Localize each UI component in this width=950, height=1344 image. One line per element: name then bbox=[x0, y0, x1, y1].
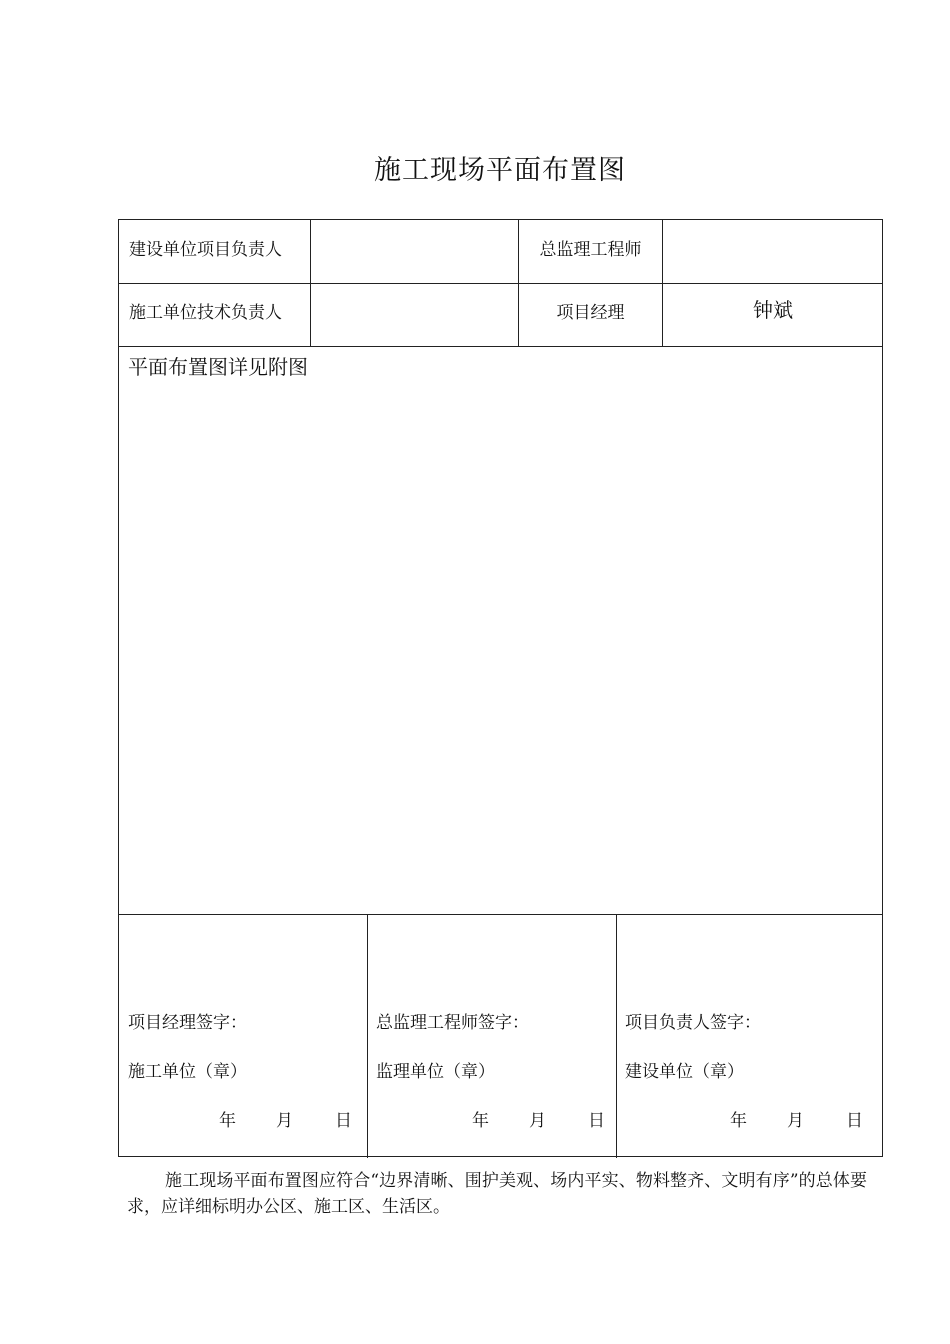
contractor-tech-leader-label: 施工单位技术负责人 bbox=[129, 303, 282, 323]
owner-signature-label: 项目负责人签字： bbox=[625, 1013, 761, 1033]
column-divider bbox=[310, 220, 311, 346]
row-divider bbox=[119, 283, 882, 284]
pm-signature-label: 项目经理签字： bbox=[128, 1013, 247, 1033]
column-divider bbox=[518, 220, 519, 346]
column-divider bbox=[616, 914, 617, 1158]
project-manager-label: 项目经理 bbox=[556, 303, 625, 323]
date-year: 年 bbox=[219, 1111, 236, 1131]
owner-seal-label: 建设单位（章） bbox=[625, 1062, 744, 1082]
chief-supervisor-label: 总监理工程师 bbox=[539, 240, 642, 260]
owner-project-leader-label: 建设单位项目负责人 bbox=[129, 240, 282, 260]
layout-form-table bbox=[118, 219, 883, 1157]
supervisor-signature-label: 总监理工程师签字： bbox=[376, 1013, 529, 1033]
requirements-note: 施工现场平面布置图应符合“边界清晰、围护美观、场内平实、物料整齐、文明有序”的总体要求，应详细标明办公区、施工区、生活区。 bbox=[127, 1171, 867, 1217]
layout-content-text: 平面布置图详见附图 bbox=[128, 355, 308, 379]
date-day: 日 bbox=[588, 1111, 605, 1131]
row-divider bbox=[119, 346, 882, 347]
date-day: 日 bbox=[846, 1111, 863, 1131]
project-manager-value[interactable]: 钟斌 bbox=[753, 298, 793, 322]
row-divider bbox=[119, 914, 882, 915]
date-year: 年 bbox=[472, 1111, 489, 1131]
contractor-seal-label: 施工单位（章） bbox=[128, 1062, 247, 1082]
date-month: 月 bbox=[529, 1111, 546, 1131]
date-day: 日 bbox=[335, 1111, 352, 1131]
date-month: 月 bbox=[787, 1111, 804, 1131]
column-divider bbox=[662, 220, 663, 346]
column-divider bbox=[367, 914, 368, 1158]
supervisor-seal-label: 监理单位（章） bbox=[376, 1062, 495, 1082]
date-year: 年 bbox=[730, 1111, 747, 1131]
page-title: 施工现场平面布置图 bbox=[374, 155, 626, 186]
date-month: 月 bbox=[276, 1111, 293, 1131]
